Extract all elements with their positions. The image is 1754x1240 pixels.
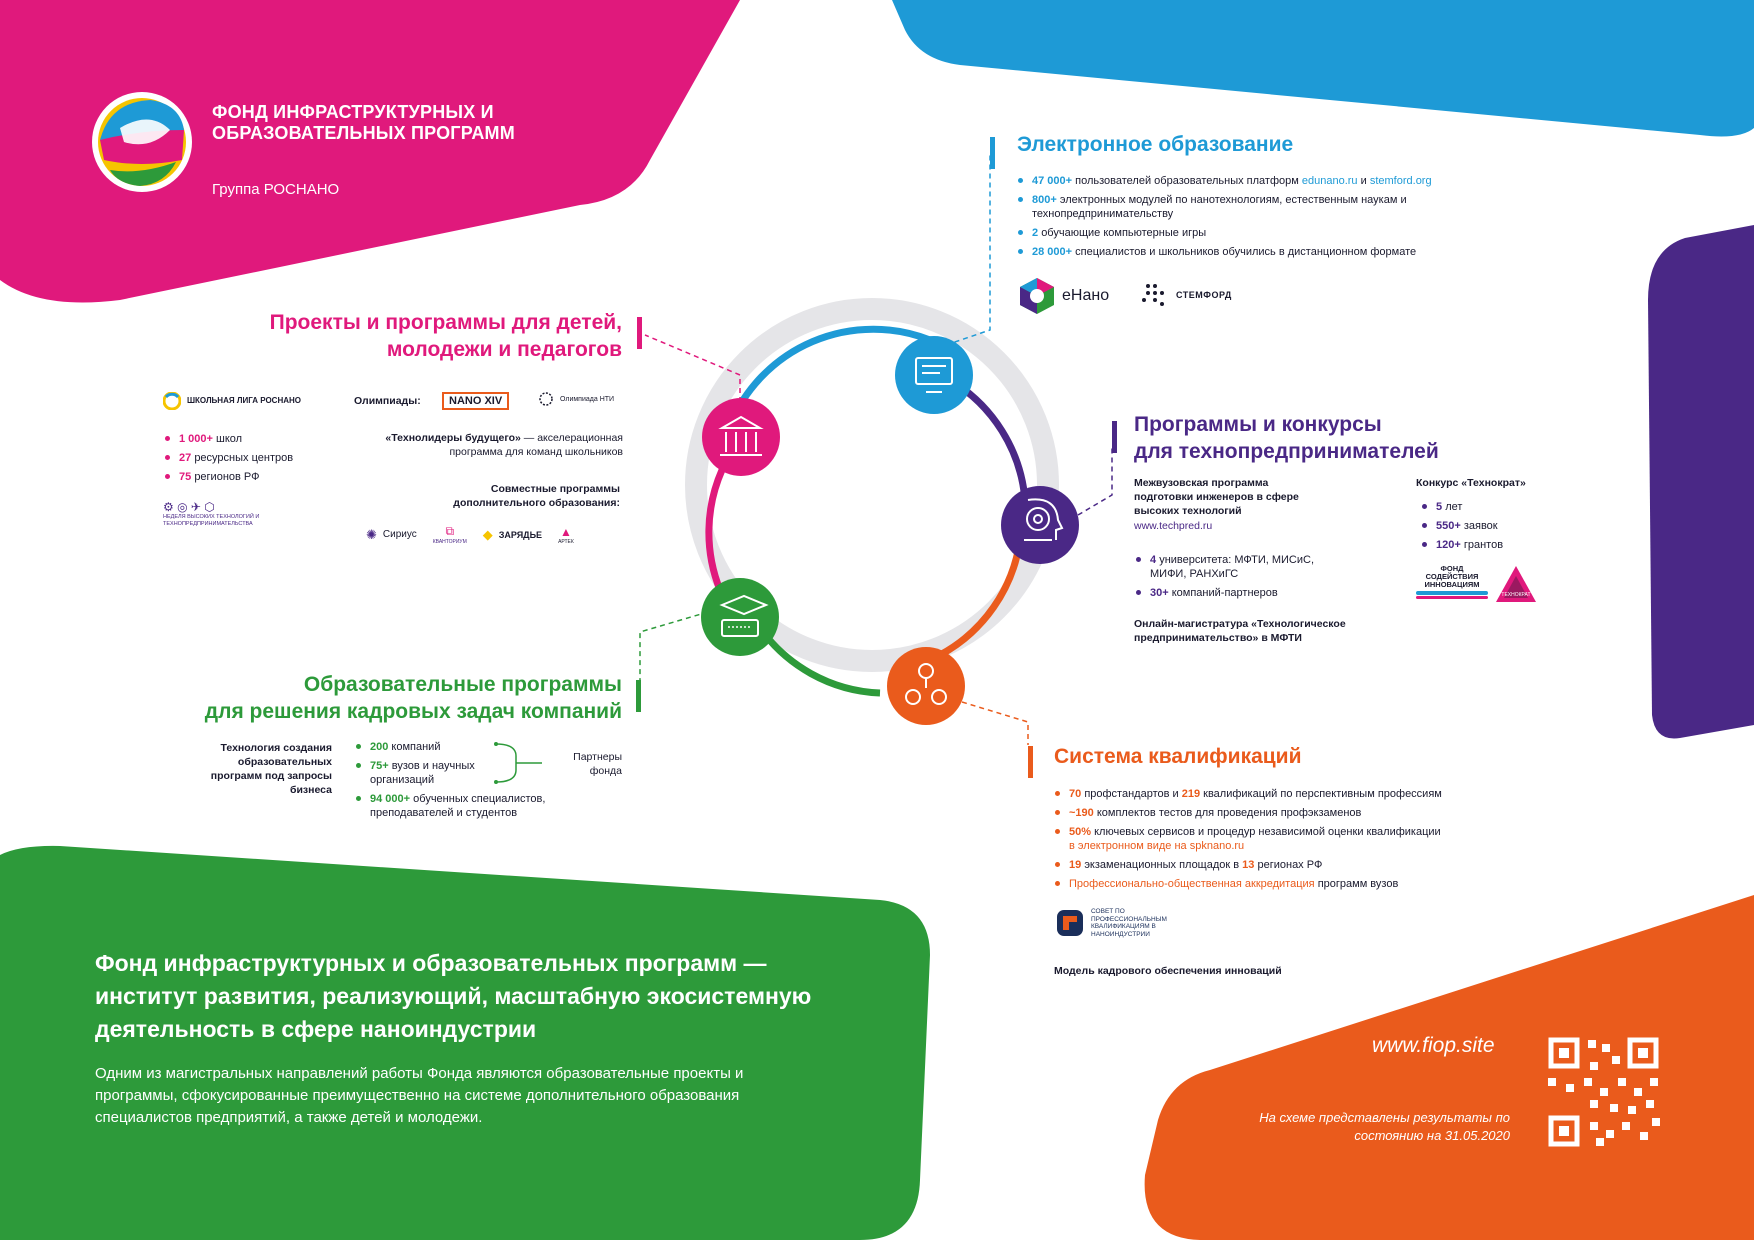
list-item: 50% ключевых сервисов и процедур независимой оценки квалификации в электронном виде на spknano.ru: [1053, 825, 1473, 853]
node-elearning: [895, 336, 973, 414]
master-program: Онлайн-магистратура «Технологическое предпринимательство» в МФТИ: [1134, 618, 1346, 644]
list-item: 47 000+ пользователей образовательных платформ edunano.ru и stemford.org: [1016, 174, 1456, 188]
sirius-logo: ✺ Сириус: [366, 526, 417, 542]
org-title: ФОНД ИНФРАСТРУКТУРНЫХ И ОБРАЗОВАТЕЛЬНЫХ ПРОГРАММ: [212, 102, 515, 143]
list-item: 30+ компаний-партнеров: [1134, 586, 1334, 600]
section-bar-pink: [637, 317, 642, 349]
section-bar-blue: [990, 137, 995, 169]
list-item: ~190 комплектов тестов для проведения профэкзаменов: [1053, 806, 1473, 820]
list-item: 1 000+ школ: [163, 432, 323, 446]
stemford-logo: СТЕМФОРД: [1140, 280, 1232, 310]
tech-week-logo: ⚙ ◎ ✈ ⬡ НЕДЕЛЯ ВЫСОКИХ ТЕХНОЛОГИЙ И ТЕХНОПРЕДПРИНИМАТЕЛЬСТВА: [163, 500, 283, 528]
list-item: 28 000+ специалистов и школьников обучились в дистанционном формате: [1016, 245, 1456, 259]
connector-purple: [1078, 445, 1112, 515]
nti-icon: [538, 391, 554, 407]
fund-innovation-logo: ФОНД СОДЕЙСТВИЯ ИННОВАЦИЯМ: [1416, 565, 1488, 599]
site-link[interactable]: www.fiop.site: [1372, 1034, 1495, 1057]
model-label: Модель кадрового обеспечения инноваций: [1054, 965, 1282, 977]
elearning-list: [1016, 174, 1456, 264]
list-item: 800+ электронных модулей по нанотехнологиям, естественным наукам и технопредпринимательству: [1016, 193, 1456, 221]
edunano-link[interactable]: edunano.ru: [1301, 175, 1358, 187]
entrepreneurs-title: Программы и конкурсы для технопредпринимателей: [1134, 413, 1439, 463]
elearning-title: Электронное образование: [1017, 133, 1294, 156]
org-subtitle: Группа РОСНАНО: [212, 181, 340, 198]
corporate-list: [354, 740, 584, 825]
nano-olympiad-logo: NANO XIV: [442, 392, 509, 410]
qualifications-list: [1053, 787, 1473, 896]
svg-text:ТЕХНОКРАТ: ТЕХНОКРАТ: [1501, 592, 1531, 598]
inter-program-title: Межвузовская программа подготовки инженеров в сфере высоких технологий: [1134, 477, 1299, 517]
nti-olympiad-logo: Олимпиада НТИ: [538, 391, 614, 407]
leaders-text: «Технолидеры будущего» — акселерационная программа для команд школьников: [385, 432, 623, 458]
list-item: 75+ вузов и научных организаций: [354, 759, 490, 787]
section-bar-purple: [1112, 421, 1117, 453]
footer-text: Одним из магистральных направлений работы Фонда являются образовательные проекты и программы, сфокусированные преимущественно на системе дополнительного образования специалистов предприятий, а также детей и молодежи.: [95, 1065, 744, 1126]
footer-title: Фонд инфраструктурных и образовательных программ — институт развития, реализующий, масштабную экосистемную деятельность в сфере наноиндустрии: [95, 950, 812, 1042]
council-icon: [1055, 908, 1085, 938]
section-bar-orange: [1028, 746, 1033, 778]
list-item: 2 обучающие компьютерные игры: [1016, 226, 1456, 240]
council-logo: СОВЕТ ПО ПРОФЕССИОНАЛЬНЫМ КВАЛИФИКАЦИЯМ В НАНОИНДУСТРИИ: [1055, 908, 1201, 938]
partners-label: Партнеры фонда: [573, 751, 622, 777]
olympiads-label: Олимпиады:: [354, 395, 421, 407]
technocrat-logo: [1496, 566, 1536, 607]
partners-logos: [366, 524, 574, 545]
inter-program-list: [1134, 553, 1334, 605]
section-bar-green: [636, 680, 641, 712]
contest-title: Конкурс «Технократ»: [1416, 477, 1526, 489]
joint-programs-title: Совместные программы дополнительного образования:: [453, 483, 620, 509]
list-item: 94 000+ обученных специалистов, преподавателей и студентов: [354, 792, 584, 820]
artek-logo: ▲ АРТЕК: [558, 524, 574, 545]
contest-list: [1420, 500, 1540, 557]
blue-corner-shape: [892, 0, 1754, 136]
zaryadye-logo: ◆ ЗАРЯДЬЕ: [482, 526, 543, 542]
list-item: 27 ресурсных центров: [163, 451, 323, 465]
kids-title: Проекты и программы для детей, молодежи и педагогов: [269, 311, 622, 361]
connector-green: [640, 612, 708, 690]
enano-icon: [1018, 276, 1056, 316]
node-entrepreneurs: [1001, 486, 1079, 564]
tech-week-icons: ⚙ ◎ ✈ ⬡: [163, 500, 215, 514]
list-item: Профессионально-общественная аккредитация программ вузов: [1053, 877, 1473, 891]
partners-bracket: [494, 742, 544, 784]
node-corporate: [701, 578, 779, 656]
qualifications-title: Система квалификаций: [1054, 745, 1302, 768]
kvantorium-logo: ⧉ КВАНТОРИУМ: [432, 524, 467, 545]
orange-bottom-shape: [1145, 895, 1754, 1240]
stemford-link[interactable]: stemford.org: [1369, 175, 1432, 187]
technocrat-icon: [1496, 566, 1536, 602]
fiop-logo-icon: [92, 92, 192, 192]
connector-orange: [962, 702, 1028, 745]
techpred-link[interactable]: www.techpred.ru: [1134, 520, 1213, 532]
spknano-link[interactable]: в электронном виде на spknano.ru: [1069, 840, 1245, 852]
tech-label: Технология создания образовательных программ под запросы бизнеса: [210, 742, 332, 796]
node-kids: [702, 398, 780, 476]
school-league-icon: [163, 392, 181, 410]
list-item: 19 экзаменационных площадок в 13 регионах РФ: [1053, 858, 1473, 872]
list-item: 200 компаний: [354, 740, 584, 754]
kids-list: [163, 432, 323, 489]
stemford-icon: [1140, 280, 1170, 310]
list-item: 5 лет: [1420, 500, 1540, 514]
list-item: 4 университета: МФТИ, МИСиС, МИФИ, РАНХиГС: [1134, 553, 1334, 581]
enano-logo: еНано: [1018, 276, 1109, 316]
purple-side-shape: [1648, 225, 1754, 739]
accreditation-link[interactable]: Профессионально-общественная аккредитация: [1069, 878, 1315, 890]
list-item: 550+ заявок: [1420, 519, 1540, 533]
list-item: 120+ грантов: [1420, 538, 1540, 552]
footer-note: На схеме представлены результаты по состоянию на 31.05.2020: [1259, 1110, 1510, 1143]
list-item: 75 регионов РФ: [163, 470, 323, 484]
node-qualifications: [887, 647, 965, 725]
school-league-logo: ШКОЛЬНАЯ ЛИГА РОСНАНО: [163, 392, 301, 410]
corporate-title: Образовательные программы для решения кадровых задач компаний: [204, 673, 622, 723]
list-item: 70 профстандартов и 219 квалификаций по перспективным профессиям: [1053, 787, 1473, 801]
